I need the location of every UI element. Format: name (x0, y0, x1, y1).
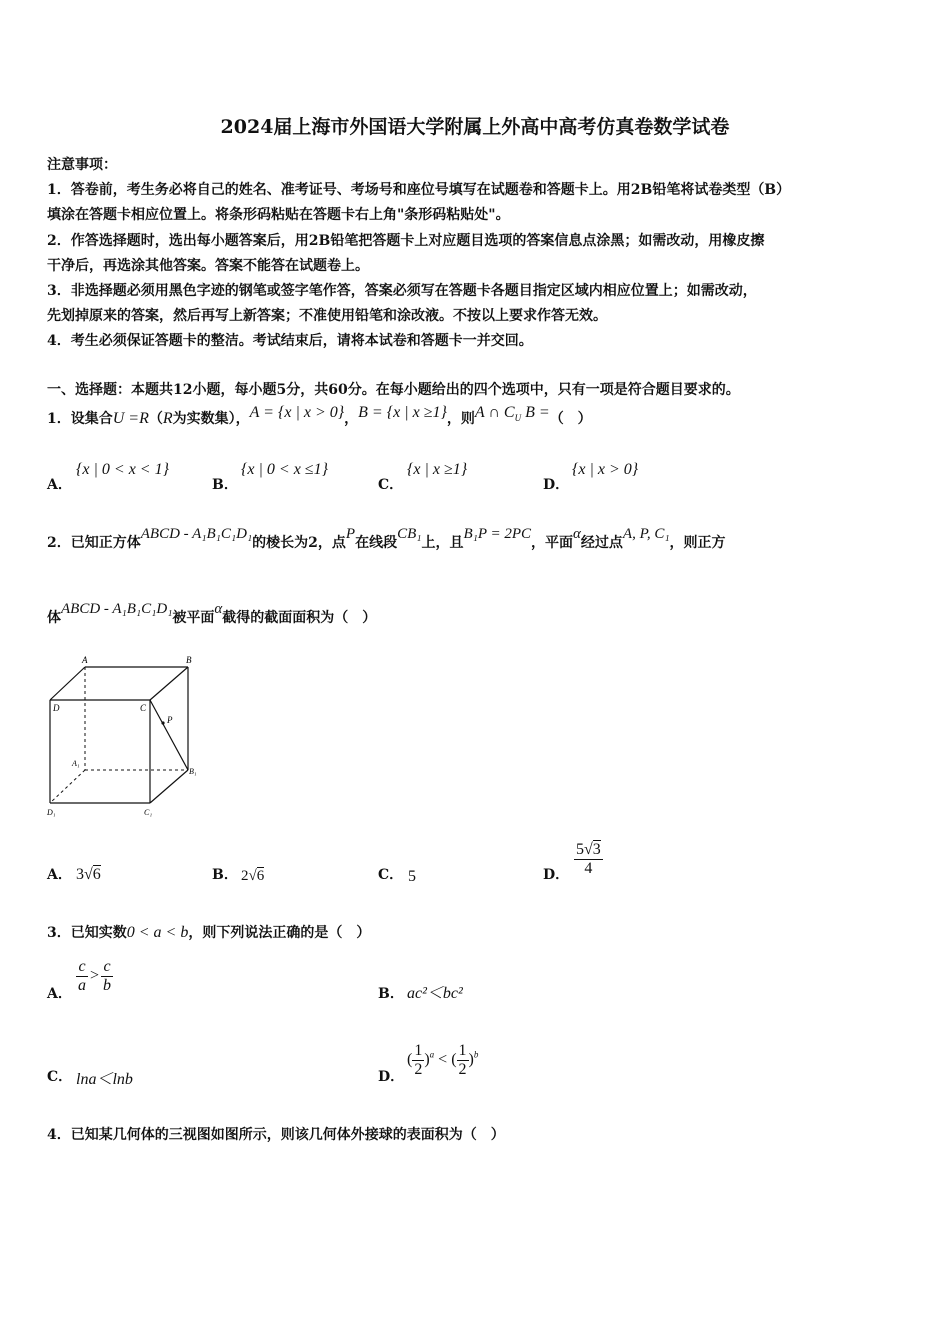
q3-option-d: ( $\frac{1}{2}$ )$^a$ < ( $\frac{1}{2}$ )$^b$ (407, 1042, 479, 1078)
q1-option-d: {x | x > 0} (572, 461, 639, 478)
point-p (161, 721, 164, 724)
q2-option-a: 3√6 (76, 866, 101, 883)
q3-option-b: ac²＜bc² (407, 985, 463, 1002)
label-a1: A₁ (72, 759, 80, 768)
q2-option-d: $\frac{5√3}{4}$ (576, 841, 601, 877)
q1-option-d-label: D． (543, 477, 570, 493)
q3-option-a: $\frac{c}{a}$ > $\frac{c}{b}$ (78, 958, 112, 994)
notice-line-6: 先划掉原来的答案，然后再写上新答案；不准使用铅笔和涂改液。不按以上要求作答无效。 (47, 308, 607, 324)
q2-option-b-label: B． (212, 867, 238, 883)
q1-option-c: {x | x ≥1} (407, 461, 468, 478)
section-heading: 一、选择题：本题共12小题，每小题5分，共60分。在每小题给出的四个选项中，只有一项是符合题目要求的。 (47, 382, 740, 398)
label-c1: C₁ (144, 808, 153, 817)
label-d: D (53, 703, 60, 713)
notice-line-2: 填涂在答题卡相应位置上。将条形码粘贴在答题卡右上角"条形码粘贴处"。 (47, 207, 510, 223)
question-1: 1．设集合U =R（R为实数集），A = {x | x > 0}，B = {x | x ≥1}，则A ∩ $C_U$ B =（ ） (47, 404, 592, 427)
label-p: P (167, 715, 173, 725)
q2-option-d-label: D． (543, 867, 570, 883)
q3-option-b-label: B． (378, 986, 404, 1002)
question-2-line-2: 体ABCD - A₁B₁C₁D₁被平面α截得的截面面积为（ ） (47, 601, 377, 626)
q3-option-c: lna＜lnb (76, 1071, 133, 1088)
q1-option-c-label: C． (378, 477, 404, 493)
q1-option-b-label: B． (212, 477, 238, 493)
label-b1: B₁ (189, 767, 197, 776)
q3-option-c-label: C． (47, 1069, 73, 1085)
notice-line-5: 3．非选择题必须用黑色字迹的钢笔或签字笔作答，答案必须写在答题卡各题目指定区域内相应位置上；如需改动， (47, 283, 757, 299)
notice-line-7: 4．考生必须保证答题卡的整洁。考试结束后，请将本试卷和答题卡一并交回。 (47, 333, 533, 349)
question-4: 4．已知某几何体的三视图如图所示，则该几何体外接球的表面积为（ ） (47, 1127, 505, 1143)
notice-heading: 注意事项： (47, 157, 117, 173)
page-title: 2024届上海市外国语大学附属上外高中高考仿真卷数学试卷 (220, 116, 730, 138)
cube-figure (40, 650, 210, 825)
q3-option-d-label: D． (378, 1069, 405, 1085)
q1-option-a: {x | 0 < x < 1} (76, 461, 169, 478)
notice-line-1: 1．答卷前，考生务必将自己的姓名、准考证号、考场号和座位号填写在试题卷和答题卡上。用2B铅笔将试卷类型（B） (47, 182, 791, 198)
q1-option-b: {x | 0 < x ≤1} (241, 461, 328, 478)
q2-option-c: 5 (408, 868, 416, 885)
q2-option-a-label: A． (47, 867, 72, 883)
label-b: B (186, 655, 192, 665)
q3-option-a-label: A． (47, 986, 72, 1002)
q2-option-c-label: C． (378, 867, 404, 883)
label-a: A (82, 655, 88, 665)
label-c: C (140, 703, 147, 713)
notice-line-4: 干净后，再选涂其他答案。答案不能答在试题卷上。 (47, 258, 369, 274)
q1-option-a-label: A． (47, 477, 72, 493)
question-3: 3．已知实数0 < a < b，则下列说法正确的是（ ） (47, 924, 371, 941)
q2-option-b: 2√6 (241, 868, 265, 884)
label-d1: D₁ (47, 808, 56, 817)
notice-line-3: 2．作答选择题时，选出每小题答案后，用2B铅笔把答题卡上对应题目选项的答案信息点涂黑；如需改动，用橡皮擦 (47, 233, 765, 249)
question-2-line-1: 2．已知正方体ABCD - A₁B₁C₁D₁的棱长为2，点P在线段CB₁上，且B₁P = 2PC，平面α经过点A, P, C₁，则正方 (47, 526, 726, 551)
